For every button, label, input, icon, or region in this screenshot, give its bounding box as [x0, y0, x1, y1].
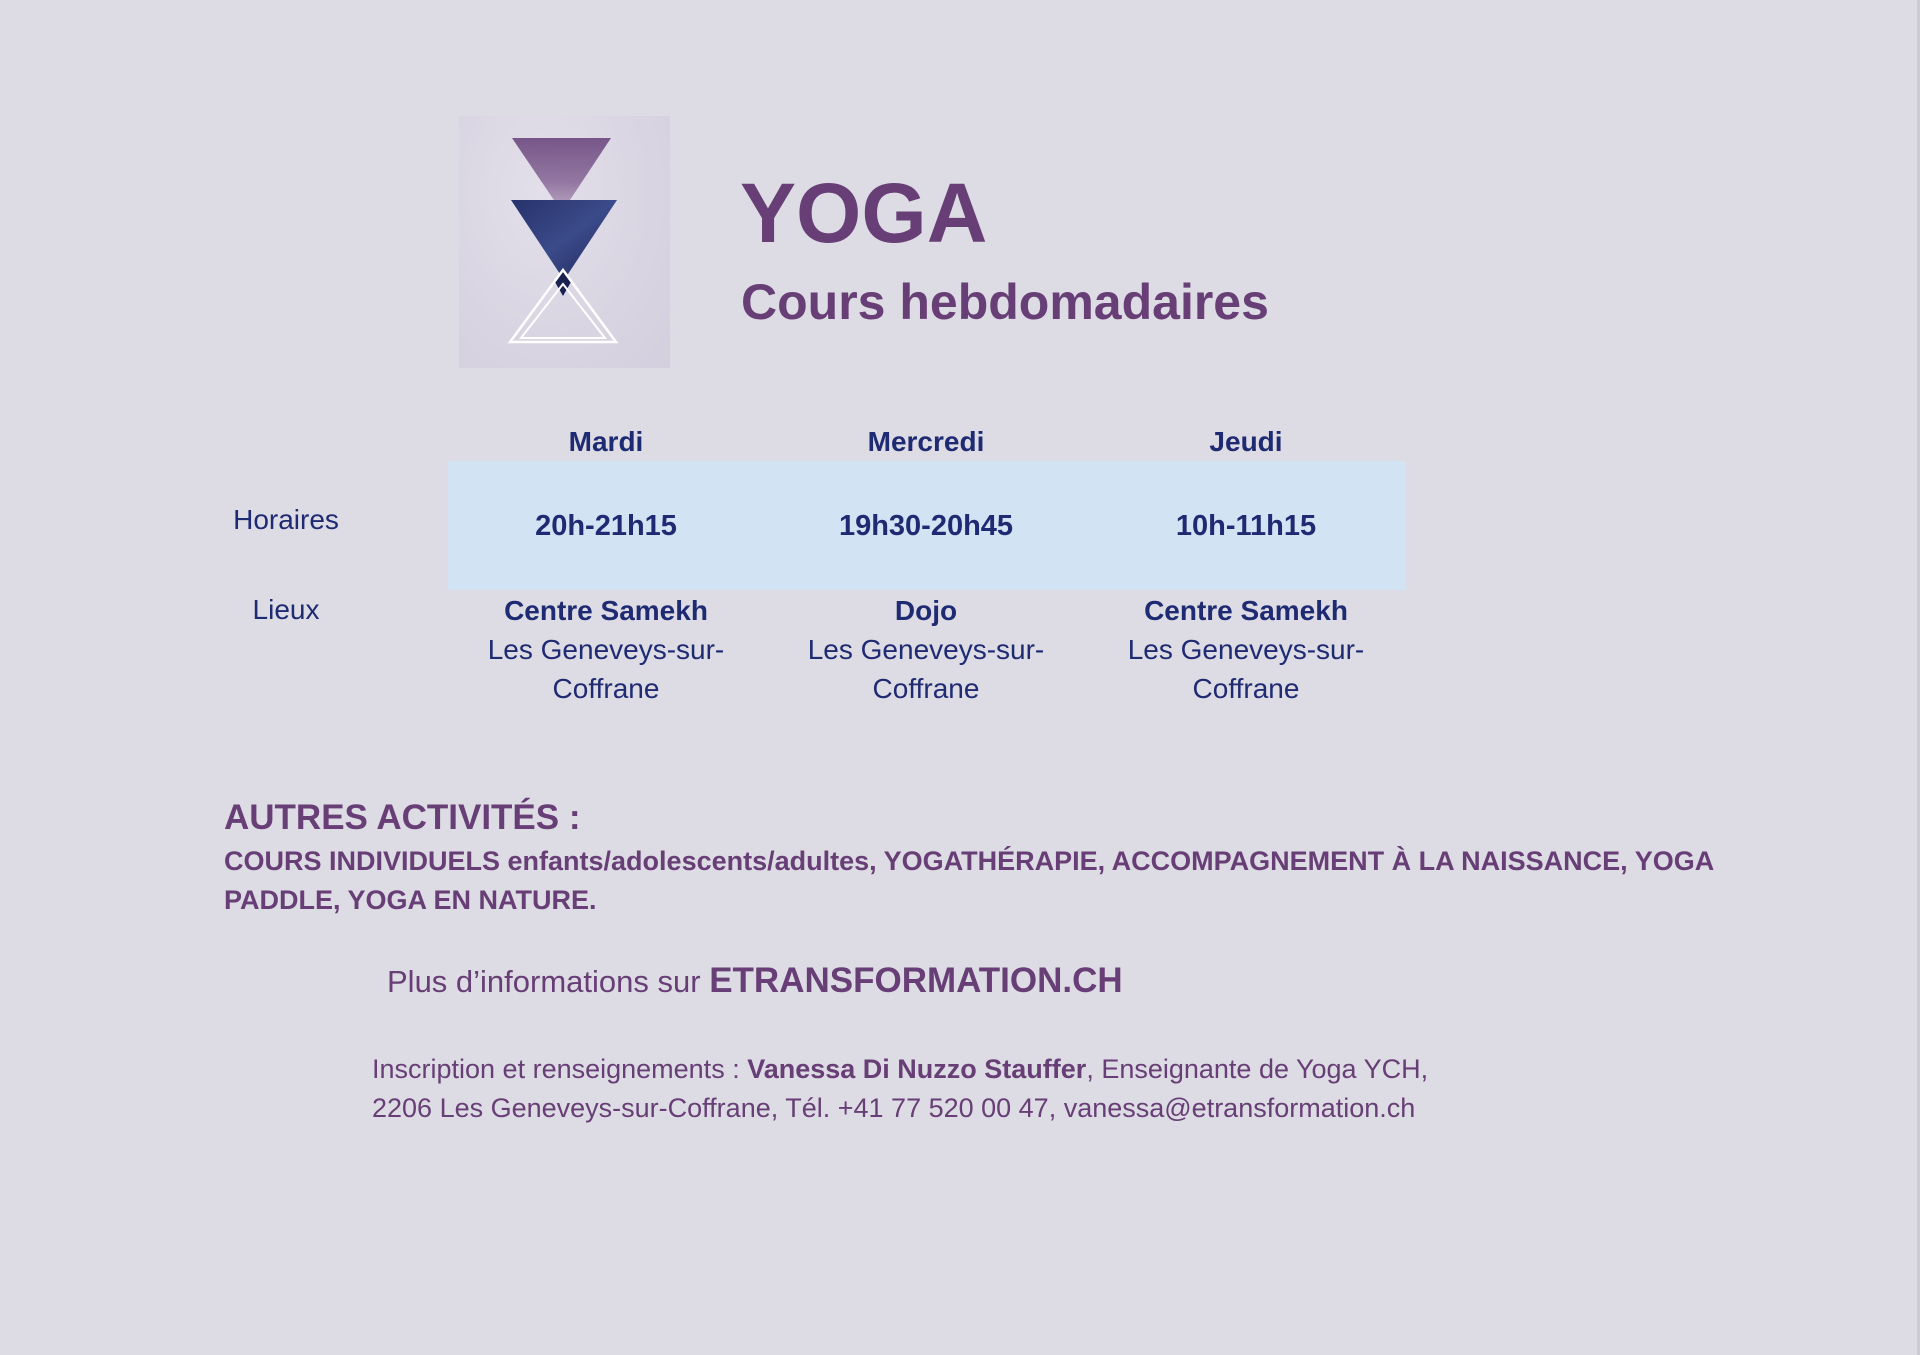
place-town-line2: Coffrane	[552, 673, 660, 704]
place-town-line1: Les Geneveys-sur-	[807, 634, 1045, 665]
place-town-tuesday	[446, 630, 766, 708]
website-link[interactable]: ETRANSFORMATION.CH	[709, 961, 1123, 1000]
contact-line1	[372, 1050, 1428, 1089]
other-activities-title: AUTRES ACTIVITÉS :	[224, 798, 581, 837]
triangles-logo-icon	[459, 116, 670, 368]
other-activities-list: COURS INDIVIDUELS enfants/adolescents/adultes, YOGATHÉRAPIE, ACCOMPAGNEMENT À LA NAISSANCE, YOGA PADDLE, YOGA EN NATURE.	[224, 846, 1714, 915]
day-header-tuesday: Mardi	[568, 426, 644, 457]
place-town-wednesday	[766, 630, 1086, 708]
page-title: YOGA	[740, 166, 988, 260]
row-label-places: Lieux	[252, 594, 320, 625]
place-town-line2: Coffrane	[1192, 673, 1300, 704]
time-cell-thursday: 10h-11h15	[1175, 510, 1317, 542]
time-cell-tuesday: 20h-21h15	[535, 510, 677, 542]
time-cell-wednesday: 19h30-20h45	[838, 510, 1014, 542]
contact-role: , Enseignante de Yoga YCH,	[1086, 1054, 1429, 1084]
more-info-prefix: Plus d’informations sur	[387, 964, 710, 999]
contact-name: Vanessa Di Nuzzo Stauffer	[747, 1054, 1087, 1084]
place-name-thursday: Centre Samekh	[1144, 595, 1348, 626]
more-info	[387, 958, 1123, 1005]
day-header-thursday: Jeudi	[1209, 426, 1283, 457]
logo	[459, 116, 670, 368]
place-town-line1: Les Geneveys-sur-	[487, 634, 725, 665]
contact-info	[372, 1050, 1428, 1128]
place-name-tuesday: Centre Samekh	[504, 595, 708, 626]
place-name-wednesday: Dojo	[894, 595, 958, 626]
row-label-times: Horaires	[233, 504, 339, 535]
contact-line2: 2206 Les Geneveys-sur-Coffrane, Tél. +41 77 520 00 47, vanessa@etransformation.ch	[372, 1093, 1416, 1123]
page-subtitle: Cours hebdomadaires	[741, 274, 1269, 330]
place-town-thursday	[1086, 630, 1406, 708]
place-town-line1: Les Geneveys-sur-	[1127, 634, 1365, 665]
place-town-line2: Coffrane	[872, 673, 980, 704]
contact-prefix: Inscription et renseignements :	[372, 1054, 748, 1084]
day-header-wednesday: Mercredi	[867, 426, 985, 457]
